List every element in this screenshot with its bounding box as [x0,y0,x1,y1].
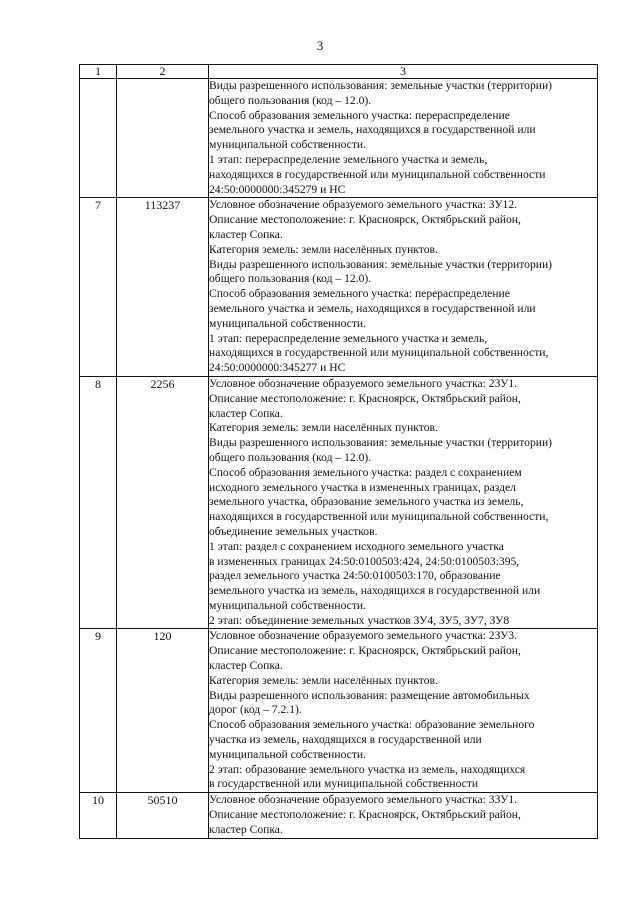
description-line: муниципальной собственности. [209,598,366,612]
description-line: участка из земель, находящихся в государственной или [209,733,482,747]
description-line: объединение земельных участков. [209,524,378,538]
description-line: Описание местоположение: г. Красноярск, Октябрьский район, [209,808,521,822]
description-line: 24:50:0000000:345279 и НС [209,182,346,196]
land-plots-table [79,64,598,839]
description-line: земельного участка, образование земельного участка из земель, [209,495,524,509]
table-row [80,79,598,198]
row-number-cell: 10 [80,793,117,838]
description-paragraph [209,436,597,466]
description-line: земельного участка из земель, находящихся в государственной или [209,584,541,598]
description-line: Условное обозначение образуемого земельного участка: ЗУ12. [209,198,518,212]
description-cell [209,79,598,198]
description-line: общего пользования (код – 12.0). [209,450,372,464]
description-line: общего пользования (код – 12.0). [209,93,372,107]
description-paragraph [209,466,597,540]
table-body [80,79,598,839]
description-line: Условное обозначение образуемого земельного участка: 3ЗУ1. [209,793,518,807]
description-paragraph [209,198,597,213]
description-line: Описание местоположение: г. Красноярск, Октябрьский район, [209,644,521,658]
row-number-cell: 9 [80,629,117,793]
description-line: кластер Сопка. [209,659,283,673]
description-paragraph [209,644,597,674]
description-line: муниципальной собственности. [209,138,366,152]
description-paragraph [209,421,597,436]
description-paragraph [209,718,597,762]
description-line: общего пользования (код – 12.0). [209,272,372,286]
description-line: Виды разрешенного использования: земельные участки (территории) [209,436,553,450]
description-line: Способ образования земельного участка: перераспределение [209,287,510,301]
description-line: 1 этап: перераспределение земельного участка и земель, [209,152,488,166]
table-header-row [80,65,598,79]
description-paragraph [209,79,597,109]
description-line: Виды разрешенного использования: земельные участки (территории) [209,79,553,92]
description-line: в измененных границах 24:50:0100503:424, 24:50:0100503:395, [209,554,520,568]
description-cell [209,198,598,377]
description-line: кластер Сопка. [209,227,283,241]
description-paragraph [209,614,597,629]
description-line: Условное обозначение образуемого земельного участка: 2ЗУ1. [209,376,518,390]
description-line: муниципальной собственности. [209,747,366,761]
description-line: 2 этап: образование земельного участка из земель, находящихся [209,762,526,776]
description-line: 24:50:0000000:345277 и НС [209,361,346,375]
description-paragraph [209,377,597,392]
description-line: Описание местоположение: г. Красноярск, Октябрьский район, [209,213,521,227]
description-line: муниципальной собственности. [209,316,366,330]
description-line: дорог (код – 7.2.1). [209,703,302,717]
table-row [80,376,598,629]
area-cell: 2256 [117,376,209,629]
description-line: исходного земельного участка в измененных границах, раздел [209,480,516,494]
description-cell [209,629,598,793]
header-col-2: 2 [117,65,209,79]
description-cell [209,376,598,629]
description-line: Способ образования земельного участка: раздел с сохранением [209,465,522,479]
description-line: Условное обозначение образуемого земельного участка: 2ЗУ3. [209,629,518,643]
header-col-1: 1 [80,65,117,79]
page-number: 3 [316,38,324,53]
description-line: Виды разрешенного использования: размещение автомобильных [209,688,530,702]
description-paragraph [209,793,597,808]
description-paragraph [209,332,597,376]
description-paragraph [209,287,597,331]
description-line: Описание местоположение: г. Красноярск, Октябрьский район, [209,391,521,405]
table-header [80,65,598,79]
header-col-3: 3 [209,65,598,79]
description-line: Категория земель: земли населённых пунктов. [209,421,438,435]
table-row [80,198,598,377]
table-row [80,793,598,838]
description-paragraph [209,763,597,793]
description-line: земельного участка и земель, находящихся в государственной или [209,301,536,315]
description-paragraph [209,392,597,422]
area-cell [117,79,209,198]
description-line: в государственной или муниципальной собственности [209,777,479,791]
description-line: 1 этап: раздел с сохранением исходного земельного участка [209,539,504,553]
row-number-cell: 8 [80,376,117,629]
area-cell: 120 [117,629,209,793]
description-line: находящихся в государственной или муниципальной собственности, [209,510,549,524]
area-cell: 113237 [117,198,209,377]
description-line: земельного участка и земель, находящихся в государственной или [209,123,536,137]
description-line: Способ образования земельного участка: образование земельного [209,718,535,732]
description-line: 2 этап: объединение земельных участков ЗУ4, ЗУ5, ЗУ7, ЗУ8 [209,613,510,627]
description-paragraph [209,213,597,243]
description-paragraph [209,674,597,689]
area-cell: 50510 [117,793,209,838]
description-line: находящихся в государственной или муниципальной собственности, [209,346,549,360]
description-paragraph [209,629,597,644]
description-paragraph [209,258,597,288]
row-number-cell [80,79,117,198]
description-paragraph [209,153,597,197]
description-paragraph [209,808,597,838]
description-paragraph [209,689,597,719]
description-line: раздел земельного участка 24:50:0100503:170, образование [209,569,501,583]
description-line: Категория земель: земли населённых пунктов. [209,242,438,256]
description-cell [209,793,598,838]
description-line: 1 этап: перераспределение земельного участка и земель, [209,331,488,345]
description-paragraph [209,109,597,153]
description-line: Способ образования земельного участка: перераспределение [209,108,510,122]
description-line: кластер Сопка. [209,406,283,420]
description-line: кластер Сопка. [209,822,283,836]
row-number-cell: 7 [80,198,117,377]
description-paragraph [209,540,597,614]
description-line: находящихся в государственной или муниципальной собственности [209,167,546,181]
description-paragraph [209,243,597,258]
description-line: Категория земель: земли населённых пунктов. [209,673,438,687]
table-row [80,629,598,793]
description-line: Виды разрешенного использования: земельные участки (территории) [209,257,553,271]
